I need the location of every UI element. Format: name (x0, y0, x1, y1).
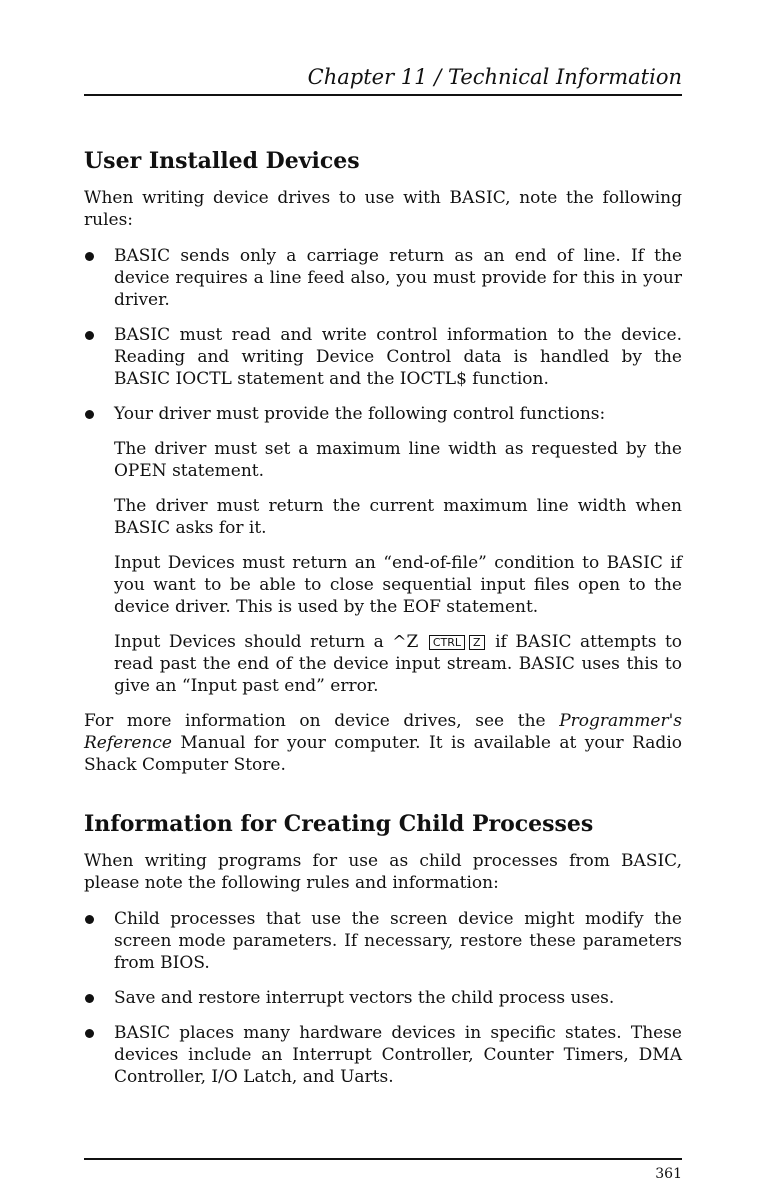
list-item: BASIC must read and write control information to the device. Reading and writing Device Control data is handled by the BASIC IOCTL statement and the IOCTL$ function. (84, 324, 682, 390)
bullet-icon (85, 994, 94, 1003)
list-item: BASIC places many hardware devices in specific states. These devices include an Interrupt Controller, Counter Timers, DMA Controller, I/O Latch, and Uarts. (84, 1022, 682, 1088)
ctrl-key-icon: CTRL (429, 635, 465, 650)
control-function-item: The driver must return the current maximum line width when BASIC asks for it. (114, 496, 682, 538)
control-function-item: The driver must set a maximum line width as requested by the OPEN statement. (114, 439, 682, 481)
section-heading-child-processes: Information for Creating Child Processes (84, 811, 594, 837)
bullet-icon (85, 915, 94, 924)
page-number: 361 (655, 1166, 682, 1182)
z-key-icon: Z (469, 635, 485, 650)
bullet-icon (85, 252, 94, 261)
bullet-icon (85, 1029, 94, 1038)
section-heading-user-installed-devices: User Installed Devices (84, 148, 360, 174)
running-header: Chapter 11 / Technical Information (307, 65, 682, 89)
section-child-processes-body (84, 850, 682, 1101)
bullet-icon (85, 410, 94, 419)
footer-divider (84, 1158, 682, 1160)
section1-bullet-list (84, 245, 682, 425)
list-item: BASIC sends only a carriage return as an end of line. If the device requires a line feed also, you must provide for this in your driver. (84, 245, 682, 311)
list-item: Child processes that use the screen device might modify the screen mode parameters. If necessary, restore these parameters from BIOS. (84, 908, 682, 974)
section1-intro: When writing device drives to use with BASIC, note the following rules: (84, 188, 682, 230)
control-function-item: Input Devices must return an “end-of-file” condition to BASIC if you want to be able to close sequential input files open to the device driver. This is used by the EOF statement. (114, 553, 682, 617)
control-functions-list (84, 438, 682, 697)
header-divider (84, 94, 682, 96)
section2-bullet-list (84, 908, 682, 1088)
list-item: Your driver must provide the following control functions: (84, 403, 682, 425)
section1-closing: For more information on device drives, see the Programmer's Reference Manual for your computer. It is available at your Radio Shack Computer Store. (84, 711, 683, 775)
section-user-installed-devices-body (84, 187, 682, 776)
section2-intro: When writing programs for use as child processes from BASIC, please note the following rules and information: (84, 851, 682, 893)
list-item: Save and restore interrupt vectors the child process uses. (84, 987, 682, 1009)
book-title: Programmer's Reference (84, 711, 683, 753)
bullet-icon (85, 331, 94, 340)
control-function-item: Input Devices should return a ^Z CTRL Z if BASIC attempts to read past the end of the device input stream. BASIC uses this to give an “Input past end” error. (114, 632, 683, 696)
